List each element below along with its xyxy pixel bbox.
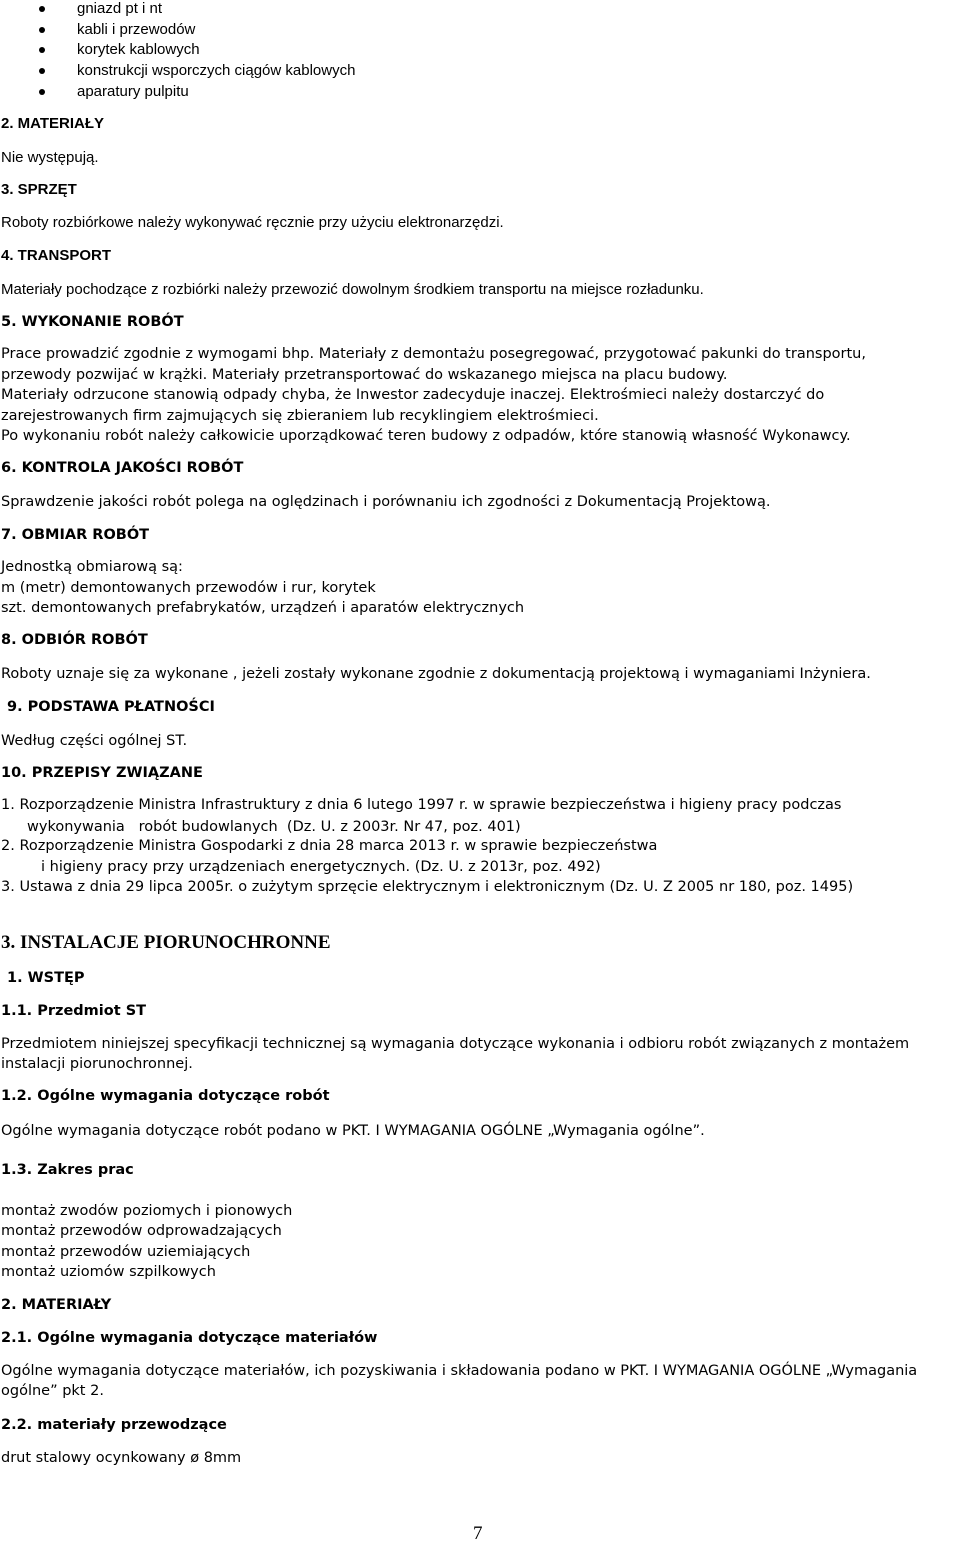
section-heading: 7. OBMIAR ROBÓT (1, 527, 150, 543)
paragraph-line: ogólne” pkt 2. (1, 1383, 104, 1399)
bullet-icon (39, 89, 45, 95)
paragraph-line: instalacji piorunochronnej. (1, 1056, 193, 1072)
list-item: korytek kablowych (77, 41, 200, 58)
paragraph-line: Materiały odrzucone stanowią odpady chyba, że Inwestor zadecyduje inaczej. Elektrośmieci należy dostarczyć do (1, 387, 825, 403)
paragraph: Roboty rozbiórkowe należy wykonywać ręcznie przy użyciu elektronarzędzi. (1, 214, 504, 231)
section-heading: 3. SPRZĘT (1, 181, 77, 198)
chapter-title: 3. INSTALACJE PIORUNOCHRONNE (1, 932, 331, 953)
subsection-heading: 1.3. Zakres prac (1, 1162, 134, 1178)
bullet-icon (39, 27, 45, 33)
section-heading: 5. WYKONANIE ROBÓT (1, 314, 184, 330)
bullet-icon (39, 47, 45, 53)
list-item: kabli i przewodów (77, 21, 196, 38)
paragraph-line: przewody pozwijać w krążki. Materiały przetransportować do wskazanego miejsca na placu budowy. (1, 367, 728, 383)
list-item: gniazd pt i nt (77, 0, 163, 17)
list-item: montaż przewodów uziemiających (1, 1244, 251, 1260)
regulation-item: i higieny pracy przy urządzeniach energetycznych. (Dz. U. z 2013r, poz. 492) (41, 859, 601, 875)
paragraph: Sprawdzenie jakości robót polega na oględzinach i porównaniu ich zgodności z Dokumentacją Projektową. (1, 494, 771, 510)
section-heading: 9. PODSTAWA PŁATNOŚCI (7, 699, 215, 715)
bullet-icon (39, 6, 45, 12)
paragraph-line: Jednostką obmiarową są: (1, 559, 183, 575)
paragraph-line: m (metr) demontowanych przewodów i rur, korytek (1, 580, 376, 596)
paragraph: Ogólne wymagania dotyczące robót podano w PKT. I WYMAGANIA OGÓLNE „Wymagania ogólne”. (1, 1123, 705, 1139)
section-heading: 4. TRANSPORT (1, 247, 112, 264)
section-heading: 2. MATERIAŁY (1, 115, 105, 132)
subsection-heading: 2.1. Ogólne wymagania dotyczące materiałów (1, 1330, 378, 1346)
bullet-icon (39, 68, 45, 74)
regulation-item: 3. Ustawa z dnia 29 lipca 2005r. o zużytym sprzęcie elektrycznym i elektronicznym (Dz. U. Z 2005 nr 180, poz. 1495) (1, 879, 854, 895)
list-item: montaż uziomów szpilkowych (1, 1264, 216, 1280)
section-heading: 10. PRZEPISY ZWIĄZANE (1, 765, 203, 781)
paragraph: Roboty uznaje się za wykonane , jeżeli zostały wykonane zgodnie z dokumentacją projektową i wymaganiami Inżyniera. (1, 666, 871, 682)
list-item: aparatury pulpitu (77, 83, 189, 100)
section-heading: 2. MATERIAŁY (1, 1297, 112, 1313)
paragraph-line: szt. demontowanych prefabrykatów, urządzeń i aparatów elektrycznych (1, 600, 525, 616)
section-heading: 6. KONTROLA JAKOŚCI ROBÓT (1, 460, 244, 476)
regulation-item: wykonywania robót budowlanych (Dz. U. z 2003r. Nr 47, poz. 401) (27, 819, 521, 835)
list-item: montaż przewodów odprowadzających (1, 1223, 282, 1239)
list-item: konstrukcji wsporczych ciągów kablowych (77, 62, 356, 79)
subsection-heading: 2.2. materiały przewodzące (1, 1417, 227, 1433)
list-item: montaż zwodów poziomych i pionowych (1, 1203, 293, 1219)
page-number: 7 (473, 1523, 483, 1544)
paragraph-line: Po wykonaniu robót należy całkowicie uporządkować teren budowy z odpadów, które stanowią własność Wykonawcy. (1, 428, 851, 444)
subsection-heading: 1.2. Ogólne wymagania dotyczące robót (1, 1088, 330, 1104)
paragraph: Materiały pochodzące z rozbiórki należy przewozić dowolnym środkiem transportu na miejsce rozładunku. (1, 281, 704, 298)
paragraph: drut stalowy ocynkowany ø 8mm (1, 1450, 242, 1466)
section-heading: 1. WSTĘP (7, 970, 85, 986)
regulation-item: 2. Rozporządzenie Ministra Gospodarki z dnia 28 marca 2013 r. w sprawie bezpieczeństwa (1, 838, 658, 854)
subsection-heading: 1.1. Przedmiot ST (1, 1003, 147, 1019)
paragraph-line: Przedmiotem niniejszej specyfikacji technicznej są wymagania dotyczące wykonania i odbioru robót związanych z montażem (1, 1036, 910, 1052)
paragraph: Według części ogólnej ST. (1, 733, 188, 749)
section-heading: 8. ODBIÓR ROBÓT (1, 632, 148, 648)
paragraph-line: Ogólne wymagania dotyczące materiałów, ich pozyskiwania i składowania podano w PKT. I WYMAGANIA OGÓLNE „Wymagania (1, 1363, 918, 1379)
paragraph-line: zarejestrowanych firm zajmujących się zbieraniem lub recyklingiem elektrośmieci. (1, 408, 599, 424)
regulation-item: 1. Rozporządzenie Ministra Infrastruktury z dnia 6 lutego 1997 r. w sprawie bezpieczeństwa i higieny pracy podczas (1, 797, 842, 813)
paragraph: Nie występują. (1, 149, 99, 166)
paragraph-line: Prace prowadzić zgodnie z wymogami bhp. Materiały z demontażu posegregować, przygotować pakunki do transportu, (1, 346, 866, 362)
